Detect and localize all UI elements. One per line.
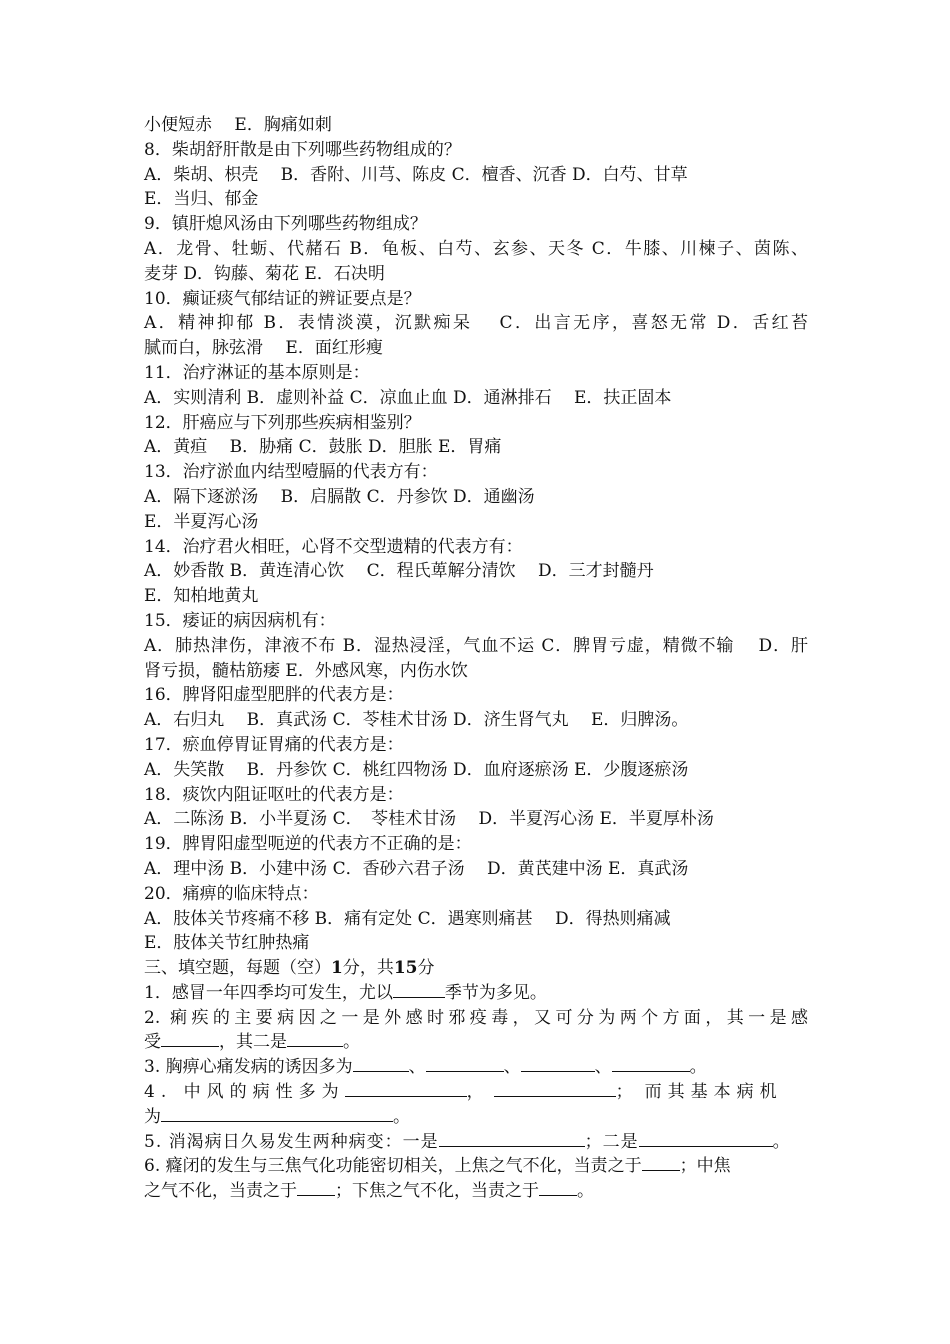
fill-6-text-mid: ；中焦 <box>679 1156 731 1177</box>
q10-options: A．精神抑郁 B．表情淡漠，沉默痴呆 C．出言无序，喜怒无常 D．舌红苔 <box>144 313 808 334</box>
fill-5-end: 。 <box>772 1131 790 1152</box>
fill-blank[interactable] <box>393 981 445 998</box>
fill-6-text-b: 之气不化，当责之于 <box>144 1181 297 1202</box>
fill-3-sep: 、 <box>594 1057 612 1078</box>
section-heading-suffix: 分 <box>417 958 435 979</box>
q9-options: A．龙骨、牡蛎、代赭石 B．龟板、白芍、玄参、天冬 C．牛膝、川楝子、茵陈、 <box>144 238 808 259</box>
q18-stem: 18．痰饮内阻证呕吐的代表方是： <box>144 784 404 805</box>
q8-options-cont: E．当归、郁金 <box>144 189 259 210</box>
fill-3-end: 。 <box>689 1057 707 1078</box>
q13-options: A．隔下逐淤汤 B．启膈散 C．丹参饮 D．通幽汤 <box>144 486 535 507</box>
fill-6-text: 6. 癃闭的发生与三焦气化功能密切相关，上焦之气不化，当责之于 <box>144 1156 642 1177</box>
fill-1-text: 1．感冒一年四季均可发生，尤以 <box>144 982 393 1003</box>
q11-options: A．实则清利 B．虚则补益 C．凉血止血 D．通淋排石 E．扶正固本 <box>144 387 672 408</box>
q14-options-cont: E．知柏地黄丸 <box>144 586 259 607</box>
q16-stem: 16．脾肾阳虚型肥胖的代表方是： <box>144 685 404 706</box>
fill-blank[interactable] <box>521 1055 595 1072</box>
fill-5 <box>144 1130 808 1155</box>
q8-stem: 8．柴胡舒肝散是由下列哪些药物组成的？ <box>144 139 461 160</box>
section-heading <box>144 956 808 981</box>
fill-6-end: 。 <box>577 1181 594 1202</box>
q10-options-cont: 腻而白，脉弦滑 E．面红形瘦 <box>144 338 383 359</box>
section-heading-total: 15 <box>393 958 418 979</box>
fill-4-text-mid: 而其基本病机 <box>644 1082 783 1103</box>
fill-2-text: 受 <box>144 1032 161 1053</box>
fill-blank[interactable] <box>439 1130 585 1147</box>
fill-2-text-mid: ，其二是 <box>219 1032 287 1053</box>
fill-2: 2. 痢疾的主要病因之一是外感时邪疫毒，又可分为两个方面，其一是感 <box>144 1007 808 1028</box>
fill-1 <box>144 981 808 1006</box>
q20-options-cont: E．肢体关节红肿热痛 <box>144 933 310 954</box>
q13-stem: 13．治疗淤血内结型噎膈的代表方有： <box>144 462 438 483</box>
q9-options-cont: 麦芽 D．钩藤、菊花 E．石决明 <box>144 263 385 284</box>
q20-stem: 20．痛痹的临床特点： <box>144 883 319 904</box>
fill-4-cont <box>144 1105 808 1130</box>
q12-options: A．黄疸 B．胁痛 C．鼓胀 D．胆胀 E．胃痛 <box>144 437 502 458</box>
q14-options: A．妙香散 B．黄连清心饮 C．程氏萆解分清饮 D．三才封髓丹 <box>144 561 654 582</box>
q7-tail: 小便短赤 E．胸痛如刺 <box>144 115 332 135</box>
fill-blank[interactable] <box>161 1105 393 1122</box>
section-heading-points: 1 <box>331 958 343 979</box>
q14-stem: 14．治疗君火相旺，心肾不交型遗精的代表方有： <box>144 536 523 557</box>
q12-stem: 12．肝癌应与下列那些疾病相鉴别？ <box>144 412 421 433</box>
fill-blank[interactable] <box>161 1030 219 1047</box>
q9-stem: 9．镇肝熄风汤由下列哪些药物组成？ <box>144 214 427 235</box>
fill-6-text-c: ；下焦之气不化，当责之于 <box>335 1181 539 1202</box>
q17-options: A．失笑散 B．丹参饮 C．桃红四物汤 D．血府逐瘀汤 E．少腹逐瘀汤 <box>144 759 689 780</box>
fill-3-sep: 、 <box>503 1057 521 1078</box>
q18-options: A．二陈汤 B．小半夏汤 C． 苓桂术甘汤 D．半夏泻心汤 E．半夏厚朴汤 <box>144 809 714 830</box>
fill-2-cont <box>144 1030 808 1055</box>
fill-3-sep: 、 <box>408 1057 426 1078</box>
fill-blank[interactable] <box>353 1055 409 1072</box>
fill-blank[interactable] <box>426 1055 504 1072</box>
fill-4-comma: ， <box>466 1082 484 1103</box>
fill-6-cont <box>144 1179 808 1204</box>
q15-options: A．肺热津伤，津液不布 B．湿热浸淫，气血不运 C．脾胃亏虚，精微不输 D．肝 <box>144 635 808 656</box>
section-heading-mid: 分，共 <box>342 958 394 979</box>
fill-blank[interactable] <box>612 1055 690 1072</box>
fill-5-text: 5. 消渴病日久易发生两种病变：一是 <box>144 1131 439 1152</box>
q11-stem: 11．治疗淋证的基本原则是： <box>144 362 370 383</box>
q15-stem: 15．痿证的病因病机有： <box>144 610 336 631</box>
fill-5-text-mid: ；二是 <box>584 1131 639 1152</box>
fill-blank[interactable] <box>642 1154 680 1171</box>
exam-page <box>144 113 808 1204</box>
fill-4-end: 。 <box>393 1106 410 1127</box>
fill-4-semi: ； <box>615 1082 633 1103</box>
fill-4 <box>144 1080 808 1105</box>
q13-options-cont: E．半夏泻心汤 <box>144 511 259 532</box>
fill-1-text-end: 季节为多见。 <box>444 982 547 1003</box>
q19-stem: 19．脾胃阳虚型呃逆的代表方不正确的是： <box>144 834 472 855</box>
fill-blank[interactable] <box>494 1080 616 1097</box>
q19-options: A．理中汤 B．小建中汤 C．香砂六君子汤 D．黄芪建中汤 E．真武汤 <box>144 858 689 879</box>
q17-stem: 17．瘀血停胃证胃痛的代表方是： <box>144 734 404 755</box>
fill-blank[interactable] <box>639 1130 773 1147</box>
fill-blank[interactable] <box>297 1179 335 1196</box>
q10-stem: 10．癫证痰气郁结证的辨证要点是？ <box>144 288 421 309</box>
q15-options-cont: 肾亏损，髓枯筋痿 E．外感风寒，内伤水饮 <box>144 660 468 681</box>
q8-options: A．柴胡、枳壳 B．香附、川芎、陈皮 C．檀香、沉香 D．白芍、甘草 <box>144 164 688 185</box>
fill-2-text-end: 。 <box>343 1032 360 1053</box>
fill-blank[interactable] <box>287 1030 343 1047</box>
q20-options: A．肢体关节疼痛不移 B．痛有定处 C．遇寒则痛甚 D．得热则痛减 <box>144 908 671 929</box>
fill-3-text: 3. 胸痹心痛发病的诱因多为 <box>144 1057 353 1078</box>
section-heading-prefix: 三、填空题，每题（空） <box>144 958 331 979</box>
fill-4-text: 4. 中风的病性多为 <box>144 1082 345 1103</box>
fill-4-text-end: 为 <box>144 1106 161 1127</box>
q16-options: A．右归丸 B．真武汤 C．苓桂术甘汤 D．济生肾气丸 E．归脾汤。 <box>144 710 689 731</box>
fill-3 <box>144 1055 808 1080</box>
fill-blank[interactable] <box>345 1080 467 1097</box>
fill-6 <box>144 1154 808 1179</box>
fill-blank[interactable] <box>539 1179 577 1196</box>
